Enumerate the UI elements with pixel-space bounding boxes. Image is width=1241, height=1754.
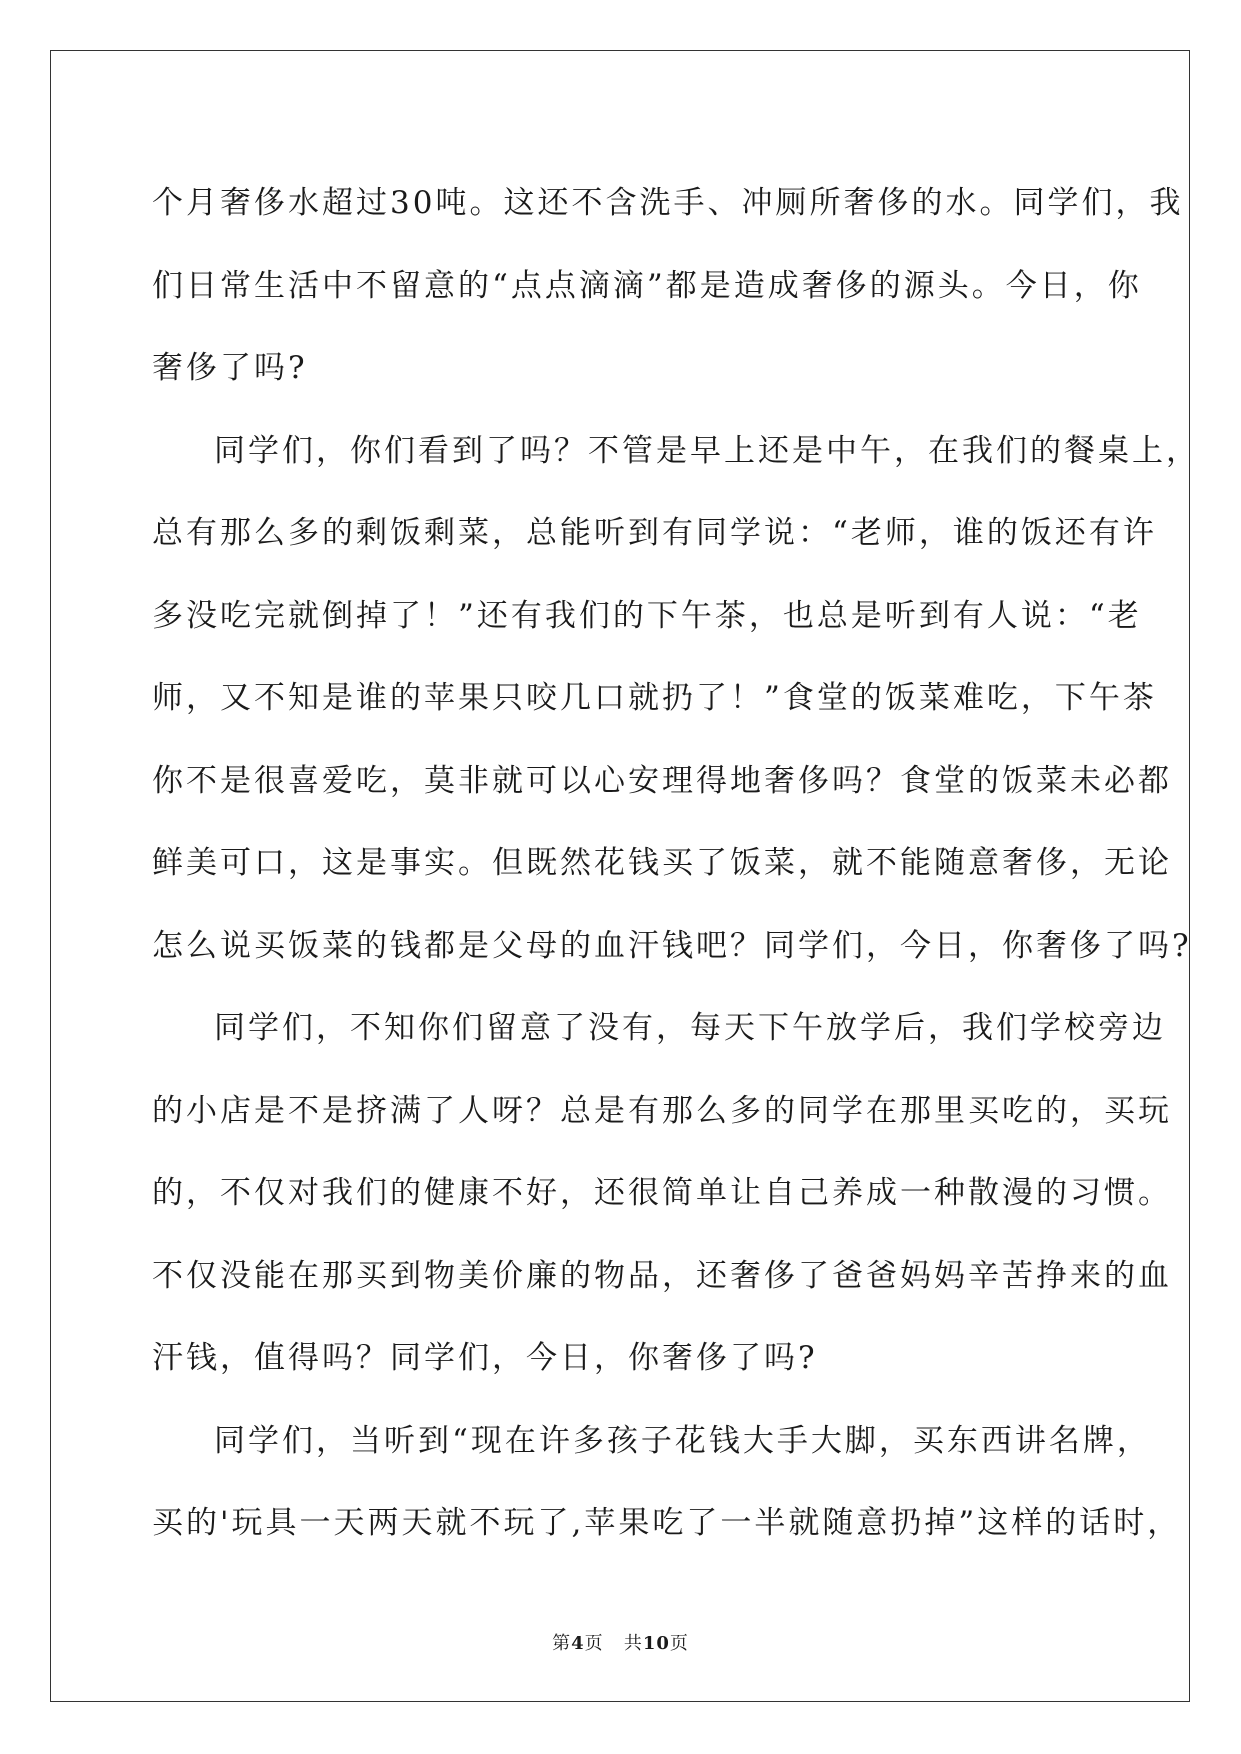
text-line: 们日常生活中不留意的“点点滴滴”都是造成奢侈的源头。今日，你 xyxy=(152,267,1142,304)
footer-total-prefix: 共 xyxy=(623,1633,643,1654)
text-line: 奢侈了吗? xyxy=(152,350,308,386)
document-body xyxy=(152,162,1200,1565)
paragraph-2 xyxy=(152,410,1200,988)
paragraph-4 xyxy=(152,1400,1182,1565)
text-line: 总有那么多的剩饭剩菜，总能听到有同学说：“老师，谁的饭还有许 xyxy=(152,515,1157,551)
text-line: 不仅没能在那买到物美价廉的物品，还奢侈了爸爸妈妈辛苦挣来的血 xyxy=(152,1257,1172,1294)
footer-page-suffix: 页 xyxy=(584,1633,604,1654)
text-line: 同学们，不知你们留意了没有，每天下午放学后，我们学校旁边 xyxy=(214,1010,1166,1046)
paragraph-3 xyxy=(152,987,1172,1400)
text-line: 鲜美可口，这是事实。但既然花钱买了饭菜，就不能随意奢侈，无论 xyxy=(152,845,1172,881)
total-page-count: 10 xyxy=(642,1633,670,1654)
text-line: 多没吃完就倒掉了！”还有我们的下午茶，也总是听到有人说：“老 xyxy=(152,597,1142,634)
footer-total-suffix: 页 xyxy=(669,1633,689,1654)
text-line: 汗钱，值得吗？同学们，今日，你奢侈了吗? xyxy=(152,1340,818,1376)
text-line: 买的'玩具一天两天就不玩了,苹果吃了一半就随意扔掉”这样的话时， xyxy=(152,1505,1182,1541)
text-line: 的，不仅对我们的健康不好，还很简单让自己养成一种散漫的习惯。 xyxy=(152,1175,1172,1211)
text-line: 同学们，当听到“现在许多孩子花钱大手大脚，买东西讲名牌， xyxy=(214,1422,1151,1459)
text-line: 同学们，你们看到了吗？不管是早上还是中午，在我们的餐桌上， xyxy=(214,432,1200,469)
page-footer xyxy=(0,1629,1241,1655)
text-line: 的小店是不是挤满了人呀？总是有那么多的同学在那里买吃的，买玩 xyxy=(152,1092,1172,1129)
text-line: 师，又不知是谁的苹果只咬几口就扔了！”食堂的饭菜难吃，下午茶 xyxy=(152,680,1157,716)
current-page-number: 4 xyxy=(571,1633,585,1654)
footer-prefix: 第 xyxy=(552,1633,572,1654)
text-line: 怎么说买饭菜的钱都是父母的血汗钱吧？同学们，今日，你奢侈了吗? xyxy=(152,927,1192,964)
text-line: 个月奢侈水超过30吨。这还不含洗手、冲厕所奢侈的水。同学们，我 xyxy=(152,185,1184,221)
text-line: 你不是很喜爱吃，莫非就可以心安理得地奢侈吗？食堂的饭菜未必都 xyxy=(152,762,1172,799)
paragraph-1 xyxy=(152,162,1184,410)
